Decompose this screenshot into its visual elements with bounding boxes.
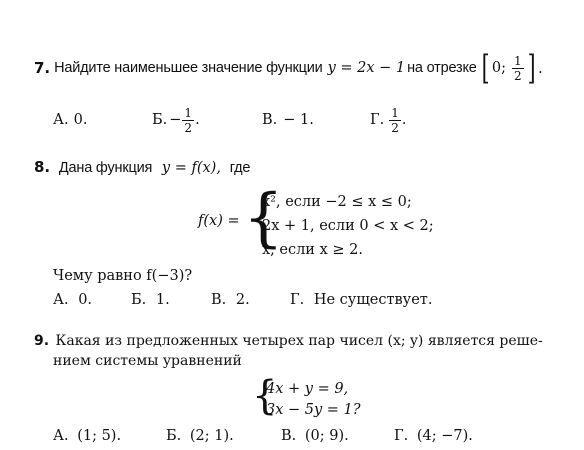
- option-letter: Б.: [166, 428, 182, 444]
- system-brace: {: [252, 373, 278, 419]
- question-7: [34, 48, 543, 88]
- option-value: (0; 9).: [304, 428, 349, 444]
- q8-question: Чему равно f(−3)?: [53, 268, 193, 284]
- q9-option-b: [166, 428, 234, 444]
- fraction-denominator: 2: [514, 68, 522, 83]
- fraction-numerator: 1: [514, 53, 522, 68]
- q8-option-g: [290, 292, 432, 308]
- option-letter: В.: [281, 428, 297, 444]
- question-text: Найдите наименьшее значение функции: [54, 60, 323, 76]
- question-number: 7.: [34, 59, 51, 77]
- q8-option-v: [211, 292, 250, 308]
- question-line-2: нием системы уравнений: [53, 353, 242, 369]
- option-value: (1; 5).: [77, 428, 122, 444]
- fraction-denominator: 2: [184, 120, 193, 135]
- q7-option-b: [152, 106, 200, 134]
- q8-option-a: [53, 292, 92, 308]
- fraction-numerator: 1: [184, 105, 193, 120]
- q9-option-v: [281, 428, 349, 444]
- q9-option-g: [394, 428, 473, 444]
- option-value: 1.: [155, 292, 170, 308]
- option-fraction: [182, 107, 194, 134]
- question-text: Дана функция: [58, 160, 153, 176]
- q8-option-b: [131, 292, 170, 308]
- question-line-1: [34, 331, 543, 351]
- option-value: (4; −7).: [416, 428, 473, 444]
- question-8: [34, 158, 250, 176]
- option-sign: −: [169, 112, 182, 128]
- question-number: 9.: [34, 333, 50, 349]
- bracket-left: [: [481, 48, 490, 88]
- option-suffix: .: [195, 112, 200, 128]
- option-value: 0.: [78, 292, 93, 308]
- option-letter: А.: [53, 428, 69, 444]
- question-number: 8.: [34, 158, 51, 176]
- option-letter: Г.: [394, 428, 409, 444]
- option-letter: А.: [53, 292, 69, 308]
- question-9: [34, 331, 543, 371]
- period: .: [537, 59, 543, 77]
- option-letter: В.: [262, 112, 278, 128]
- case-2: 2x + 1, если 0 < x < 2;: [262, 218, 434, 234]
- segment-word: на отрезке: [407, 60, 477, 76]
- piecewise-cases: [262, 190, 434, 262]
- q7-option-v: [262, 106, 314, 134]
- option-letter: Г.: [370, 112, 385, 128]
- fraction-denominator: 2: [391, 120, 399, 135]
- case-3: x, если x ≥ 2.: [262, 242, 363, 258]
- option-letter: Б.: [152, 112, 168, 128]
- option-value: Не существует.: [313, 292, 433, 308]
- option-letter: В.: [211, 292, 227, 308]
- equation-system: [266, 379, 361, 421]
- piecewise-lhs: f(x) =: [198, 213, 240, 229]
- option-letter: Б.: [131, 292, 147, 308]
- piecewise-brace: {: [243, 181, 284, 255]
- option-fraction: [389, 107, 401, 134]
- bracket-right: ]: [527, 48, 536, 88]
- function-formula: y = 2x − 1: [327, 60, 406, 76]
- option-value: 0.: [73, 112, 88, 128]
- option-letter: А.: [53, 112, 69, 128]
- option-value: 2.: [235, 292, 250, 308]
- segment-start: 0;: [491, 60, 507, 76]
- question-text: Какая из предложенных четырех пар чисел (x; y) является реше-: [55, 333, 543, 349]
- function-formula: y = f(x),: [161, 160, 221, 176]
- option-value: − 1.: [283, 112, 314, 128]
- option-suffix: .: [401, 112, 407, 128]
- q7-option-g: [370, 106, 406, 134]
- equation-1: 4x + y = 9,: [266, 381, 349, 397]
- where-word: где: [229, 160, 251, 176]
- case-1: x², если −2 ≤ x ≤ 0;: [262, 194, 412, 210]
- equation-2: 3x − 5y = 1?: [266, 402, 361, 418]
- q9-option-a: [53, 428, 121, 444]
- option-value: (2; 1).: [189, 428, 234, 444]
- fraction-half: [512, 55, 524, 82]
- fraction-numerator: 1: [391, 105, 399, 120]
- q7-option-a: [53, 106, 87, 134]
- option-letter: Г.: [290, 292, 305, 308]
